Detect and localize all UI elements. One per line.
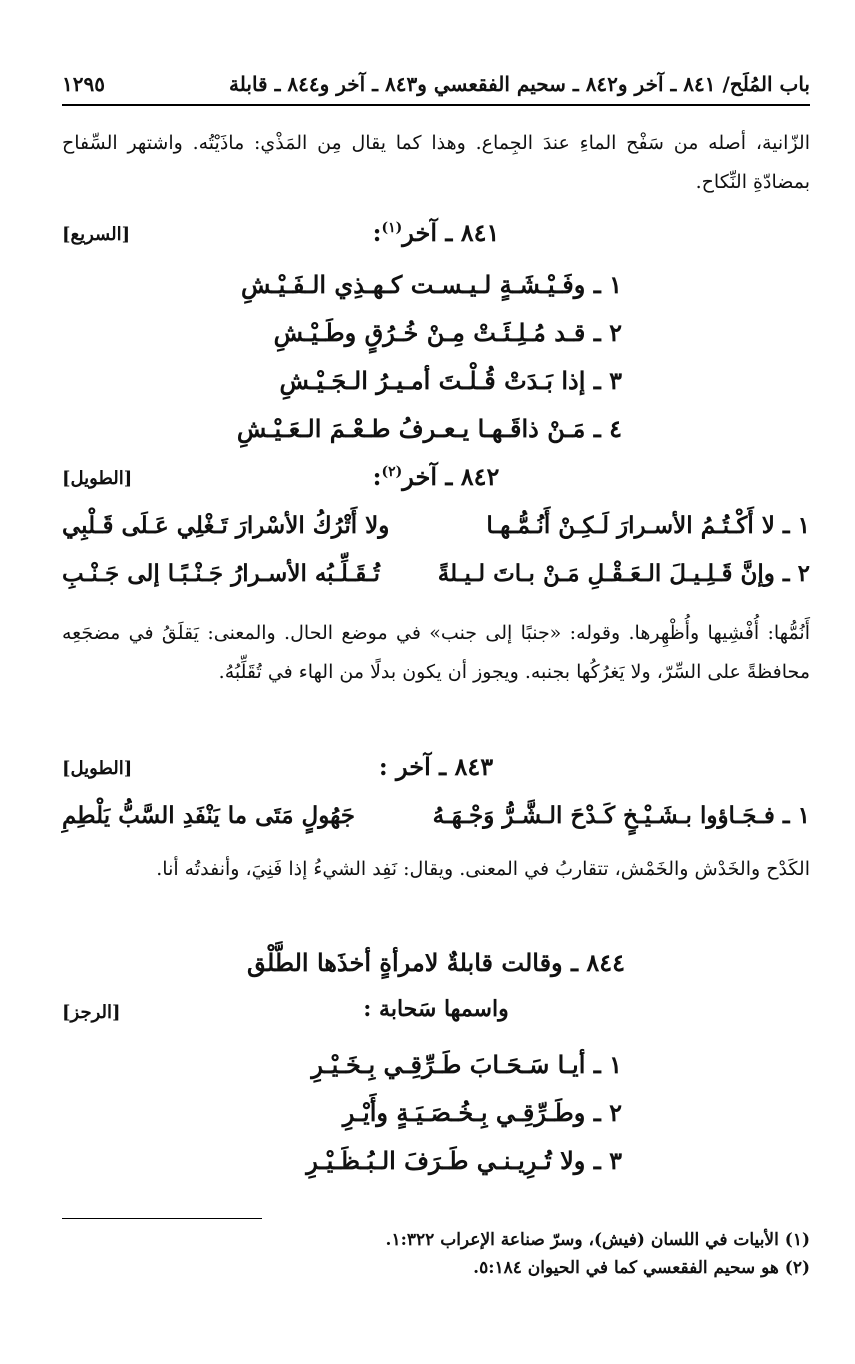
entry-842-verse-1 [62, 512, 810, 552]
entry-843-verse-1 [62, 802, 810, 842]
verse-second-hemistich: جَهُولٍ مَتَى ما يَنْفَدِ السَّبُّ يَلْطِمِ [62, 802, 355, 829]
entry-844-subheading [62, 996, 810, 1036]
header-title: باب المُلَح/ ٨٤١ ـ آخر و٨٤٢ ـ سحيم الفقعسي و٨٤٣ ـ آخر و٨٤٤ ـ قابلة [229, 72, 810, 96]
entry-844-subtitle: واسمها سَحابة : [363, 996, 509, 1022]
entry-842-heading [62, 462, 810, 502]
entry-843-title: ٨٤٣ ـ آخر : [378, 752, 494, 781]
running-header [62, 72, 810, 106]
entry-842-title: ٨٤٢ ـ آخر [402, 462, 500, 491]
entry-844-verse-2: ٢ ـ وطَـرِّقِـي بِـخُـصَـيَـةٍ وأَيْـرِ [342, 1098, 622, 1127]
footnote-divider [62, 1218, 262, 1219]
entry-841-verse-2: ٢ ـ قـد مُـلِـئَـتْ مِـنْ خُـرُقٍ وطَـيْـشِ [273, 318, 622, 347]
entry-842-meter: [الطويل] [62, 468, 133, 489]
intro-paragraph: الزّانية، أصله من سَفْح الماءِ عندَ الجِماع. وهذا كما يقال مِن المَذْي: ماذَيْتُه. واشتهر السِّفاح بمضادّةِ النِّكاح. [62, 132, 810, 193]
entry-844-meter: [الرجز] [62, 1002, 121, 1023]
entry-844-heading [62, 948, 810, 988]
verse-second-hemistich: ولا أَتْرُكُ الأسْرارَ تَـغْلِي عَـلَى قَـلْبِي [62, 512, 390, 539]
entry-844-title: ٨٤٤ ـ وقالت قابلةٌ لامرأةٍ أخذَها الطَّلْق [246, 948, 626, 977]
entry-842-verse-2 [62, 560, 810, 600]
entry-843-heading [62, 752, 810, 792]
entry-844-verse-3: ٣ ـ ولا تُـرِيـنـي طَـرَفَ الـبُـظَـيْـرِ [306, 1146, 622, 1175]
verse-first-hemistich: ١ ـ لا أَكْـتُـمُ الأسـرارَ لَـكِـنْ أَنُـمُّـهـا [486, 512, 810, 539]
entry-841-colon: : [372, 218, 382, 247]
entry-842-colon: : [372, 462, 382, 491]
header-divider [62, 104, 810, 106]
entry-841-title: ٨٤١ ـ آخر [402, 218, 500, 247]
footnote-ref-2: (٢) [381, 464, 403, 480]
entry-843-commentary: الكَدْح والخَدْش والخَمْش، تتقاربُ في المعنى. ويقال: نَفِد الشيءُ إذا فَنِيَ، وأنفدتُه أنا. [156, 858, 810, 880]
entry-841-meter: [السريع] [62, 224, 131, 245]
page-number: ١٢٩٥ [62, 72, 105, 96]
verse-first-hemistich: ١ ـ فـجَـاؤوا بـشَـيْـخٍ كَـدْحَ الـشَّـرُّ وَجْـهَـهُ [432, 802, 810, 829]
entry-844-verse-1: ١ ـ أيـا سَـحَـابَ طَـرِّقِـي بِـخَـيْـرِ [311, 1050, 622, 1079]
verse-first-hemistich: ٢ ـ وإنَّ قَـلِـيـلَ الـعَـقْـلِ مَـنْ بـاتَ لـيـلةً [437, 560, 810, 587]
entry-841-heading [62, 218, 810, 258]
footnote-2: (٢) هو سحيم الفقعسي كما في الحيوان ٥:١٨٤. [473, 1258, 810, 1278]
footnote-1: (١) الأبيات في اللسان (فيش)، وسرّ صناعة الإعراب ١:٣٢٢. [385, 1230, 810, 1250]
entry-841-verse-1: ١ ـ وفَـيْـشَـةٍ لـيـسـت كـهـذِي الـفَـيْـشِ [241, 270, 622, 299]
entry-841-verse-4: ٤ ـ مَـنْ ذاقَـهـا يـعـرفُ طـعْـمَ الـعَـيْـشِ [236, 414, 622, 443]
entry-841-verse-3: ٣ ـ إذا بَـدَتْ قُـلْـتَ أمـيـرُ الـجَـيْـشِ [279, 366, 622, 395]
entry-843-meter: [الطويل] [62, 758, 133, 779]
verse-second-hemistich: تُـقَـلِّـبُه الأسـرارُ جَـنْـبًـا إلى جَـنْـبِ [62, 560, 380, 587]
entry-842-commentary: أَنُمُّها: أُفْشِيها وأُظْهِرها. وقوله: «جنبًا إلى جنب» في موضع الحال. والمعنى: يَقلَقُ في مضجَعِه محافظةً على السِّرّ، ولا يَغرُكُها بجنبه. ويجوز أن يكون بدلًا من الهاء في تُقَلِّبُهُ. [62, 622, 810, 683]
book-page [62, 60, 810, 1340]
footnote-ref-1: (١) [381, 220, 403, 236]
